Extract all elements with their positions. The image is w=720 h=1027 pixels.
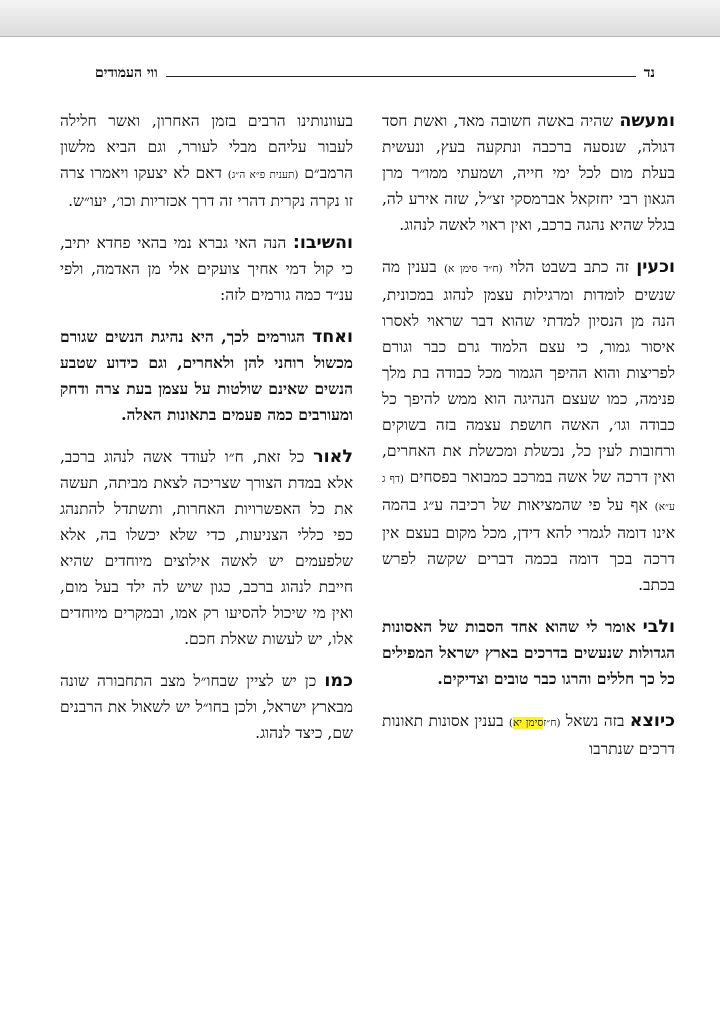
paragraph-leor — [60, 444, 353, 652]
left-column — [60, 108, 353, 762]
source-reference-close: ) — [508, 717, 513, 729]
paragraph-veechad — [60, 324, 353, 428]
paragraph-text: אף על פי שהמציאות של רכיבה ע״ג בהמה אינו דומה לגמרי להא דידן, מכל מקום בעצם אין דרכה בכך דומה בכמה דברים שקשה לפרש בכתב. — [382, 496, 675, 594]
highlighted-reference: סימן יא — [513, 717, 544, 729]
viewer-toolbar — [0, 0, 720, 37]
source-reference: (ח״ז — [543, 717, 561, 729]
source-reference: (ח״ד סימן א) — [443, 263, 503, 275]
paragraph-text: בזה נשאל — [565, 712, 625, 730]
paragraph-kayotze — [382, 708, 675, 762]
lead-word: והשיבו: — [292, 233, 353, 253]
paragraph-text: דאם לא יצעקו ויאמרו צרה זו נקרה נקרית דהרי זה דרך אכזריות וכו׳, יעו״ש. — [60, 164, 353, 210]
paragraph-text: זה כתב בשבט הלוי — [509, 258, 629, 276]
paragraph-text: בענין אסונות תאונות דרכים שנתרבו — [382, 712, 675, 758]
paragraph-text: כן יש לציין שבחו״ל מצב התחבורה שונה מבארץ ישראל, ולכן בחו״ל יש לשאול את הרבנים שם, כיצד לנהוג. — [60, 672, 353, 742]
paragraph-text: בעוונותינו הרבים בזמן האחרון, ואשר חלילה לעבור עליהם מבלי לעורר, וגם הביא מלשון הרמב״ם — [60, 112, 353, 182]
running-title: ווי העמודים — [95, 65, 158, 81]
source-reference: (תענית פ״א ה״ג) — [227, 169, 299, 181]
paragraph-kein — [382, 254, 675, 598]
lead-word: וכעין — [636, 257, 675, 277]
paragraph-text: הגורמים לכך, היא נהיגת הנשים שגורם מכשול רוחני להן ולאחרים, וגם כידוע שטבע הנשים שאינם שולטות על עצמן בעת צרה ודחק ומעורבים כמה פעמים בתאונות האלה. — [60, 327, 353, 424]
paragraph-veheshivu — [60, 230, 353, 308]
source-reference: (דף ג ע״א) — [382, 473, 675, 513]
lead-word: לאור — [313, 447, 353, 467]
paragraph-text: שהיה באשה חשובה מאד, ואשת חסד דגולה, שנסעה ברכבה ונתקעה בעץ, ונעשית בעלת מום לכל ימי חייה, ושמעתי ממו״ר מרן הגאון רבי יחזקאל אברמסקי זצ״ל, שזה אירע לה, בגלל שהיא נהגה ברכב, ואין ראוי לאשה לנהוג. — [382, 112, 675, 234]
page-number: נד — [643, 65, 655, 81]
lead-word: ומעשה — [619, 111, 675, 131]
paragraph-velibi — [382, 614, 675, 692]
running-header — [95, 56, 655, 82]
paragraph-text: כל זאת, ח״ו לעודד אשה לנהוג ברכב, אלא במדת הצורך שצריכה לצאת מביתה, תעשה את כל האפשרויות האחרות, ותשתדל להתנהג כפי כללי הצניעות, כדי שלא יכשלו בה, אלא שלפעמים יש לאשה אילוצים מיוחדים שהיא חייבת לנהוג ברכב, כגון שיש לה ילד בעל מום, ואין מי שיכול להסיעו רק אמו, ובמקרים מיוחדים אלו, יש לעשות שאלת חכם. — [60, 448, 353, 648]
header-rule — [166, 76, 636, 77]
paragraph-text: אומר לי שהוא אחד הסבות של האסונות הגדולות שנעשים בדרכים בארץ ישראל המפילים כל כך חללים והרגו כבר טובים וצדיקים. — [382, 617, 675, 688]
right-column — [382, 108, 675, 778]
lead-word: כמו — [324, 671, 353, 691]
lead-word: ואחד — [311, 327, 353, 347]
paragraph-continuation — [60, 108, 353, 214]
paragraph-kemo — [60, 668, 353, 746]
lead-word: כיוצא — [629, 711, 676, 731]
lead-word: ולבי — [642, 617, 675, 637]
paragraph-maaseh — [382, 108, 675, 238]
paragraph-text: בענין מה שנשים לומדות ומרגילות עצמן לנהוג במכונית, הנה מן הנסיון למדתי שהוא דבר שראוי לאסרו איסור גמור, כי עצם הלמוד גרם כבר וגורם לפריצות והוא ההיפך הגמור מכל כבודה בת מלך פנימה, כמו שעצם הנהיגה הוא ממש להיפך כל כבודה וגו׳, האשה חושפת עצמה בזה בשוקים ורחובות לעין כל, נכשלת ומכשלת את האחרים, ואין דרכה של אשה במרכב כמבואר בפסחים — [382, 258, 675, 486]
paragraph-text: הנה האי גברא נמי בהאי פחדא יתיב, כי קול דמי אחיך צועקים אלי מן האדמה, ולפי ענ״ד כמה גורמים לזה: — [60, 234, 353, 304]
